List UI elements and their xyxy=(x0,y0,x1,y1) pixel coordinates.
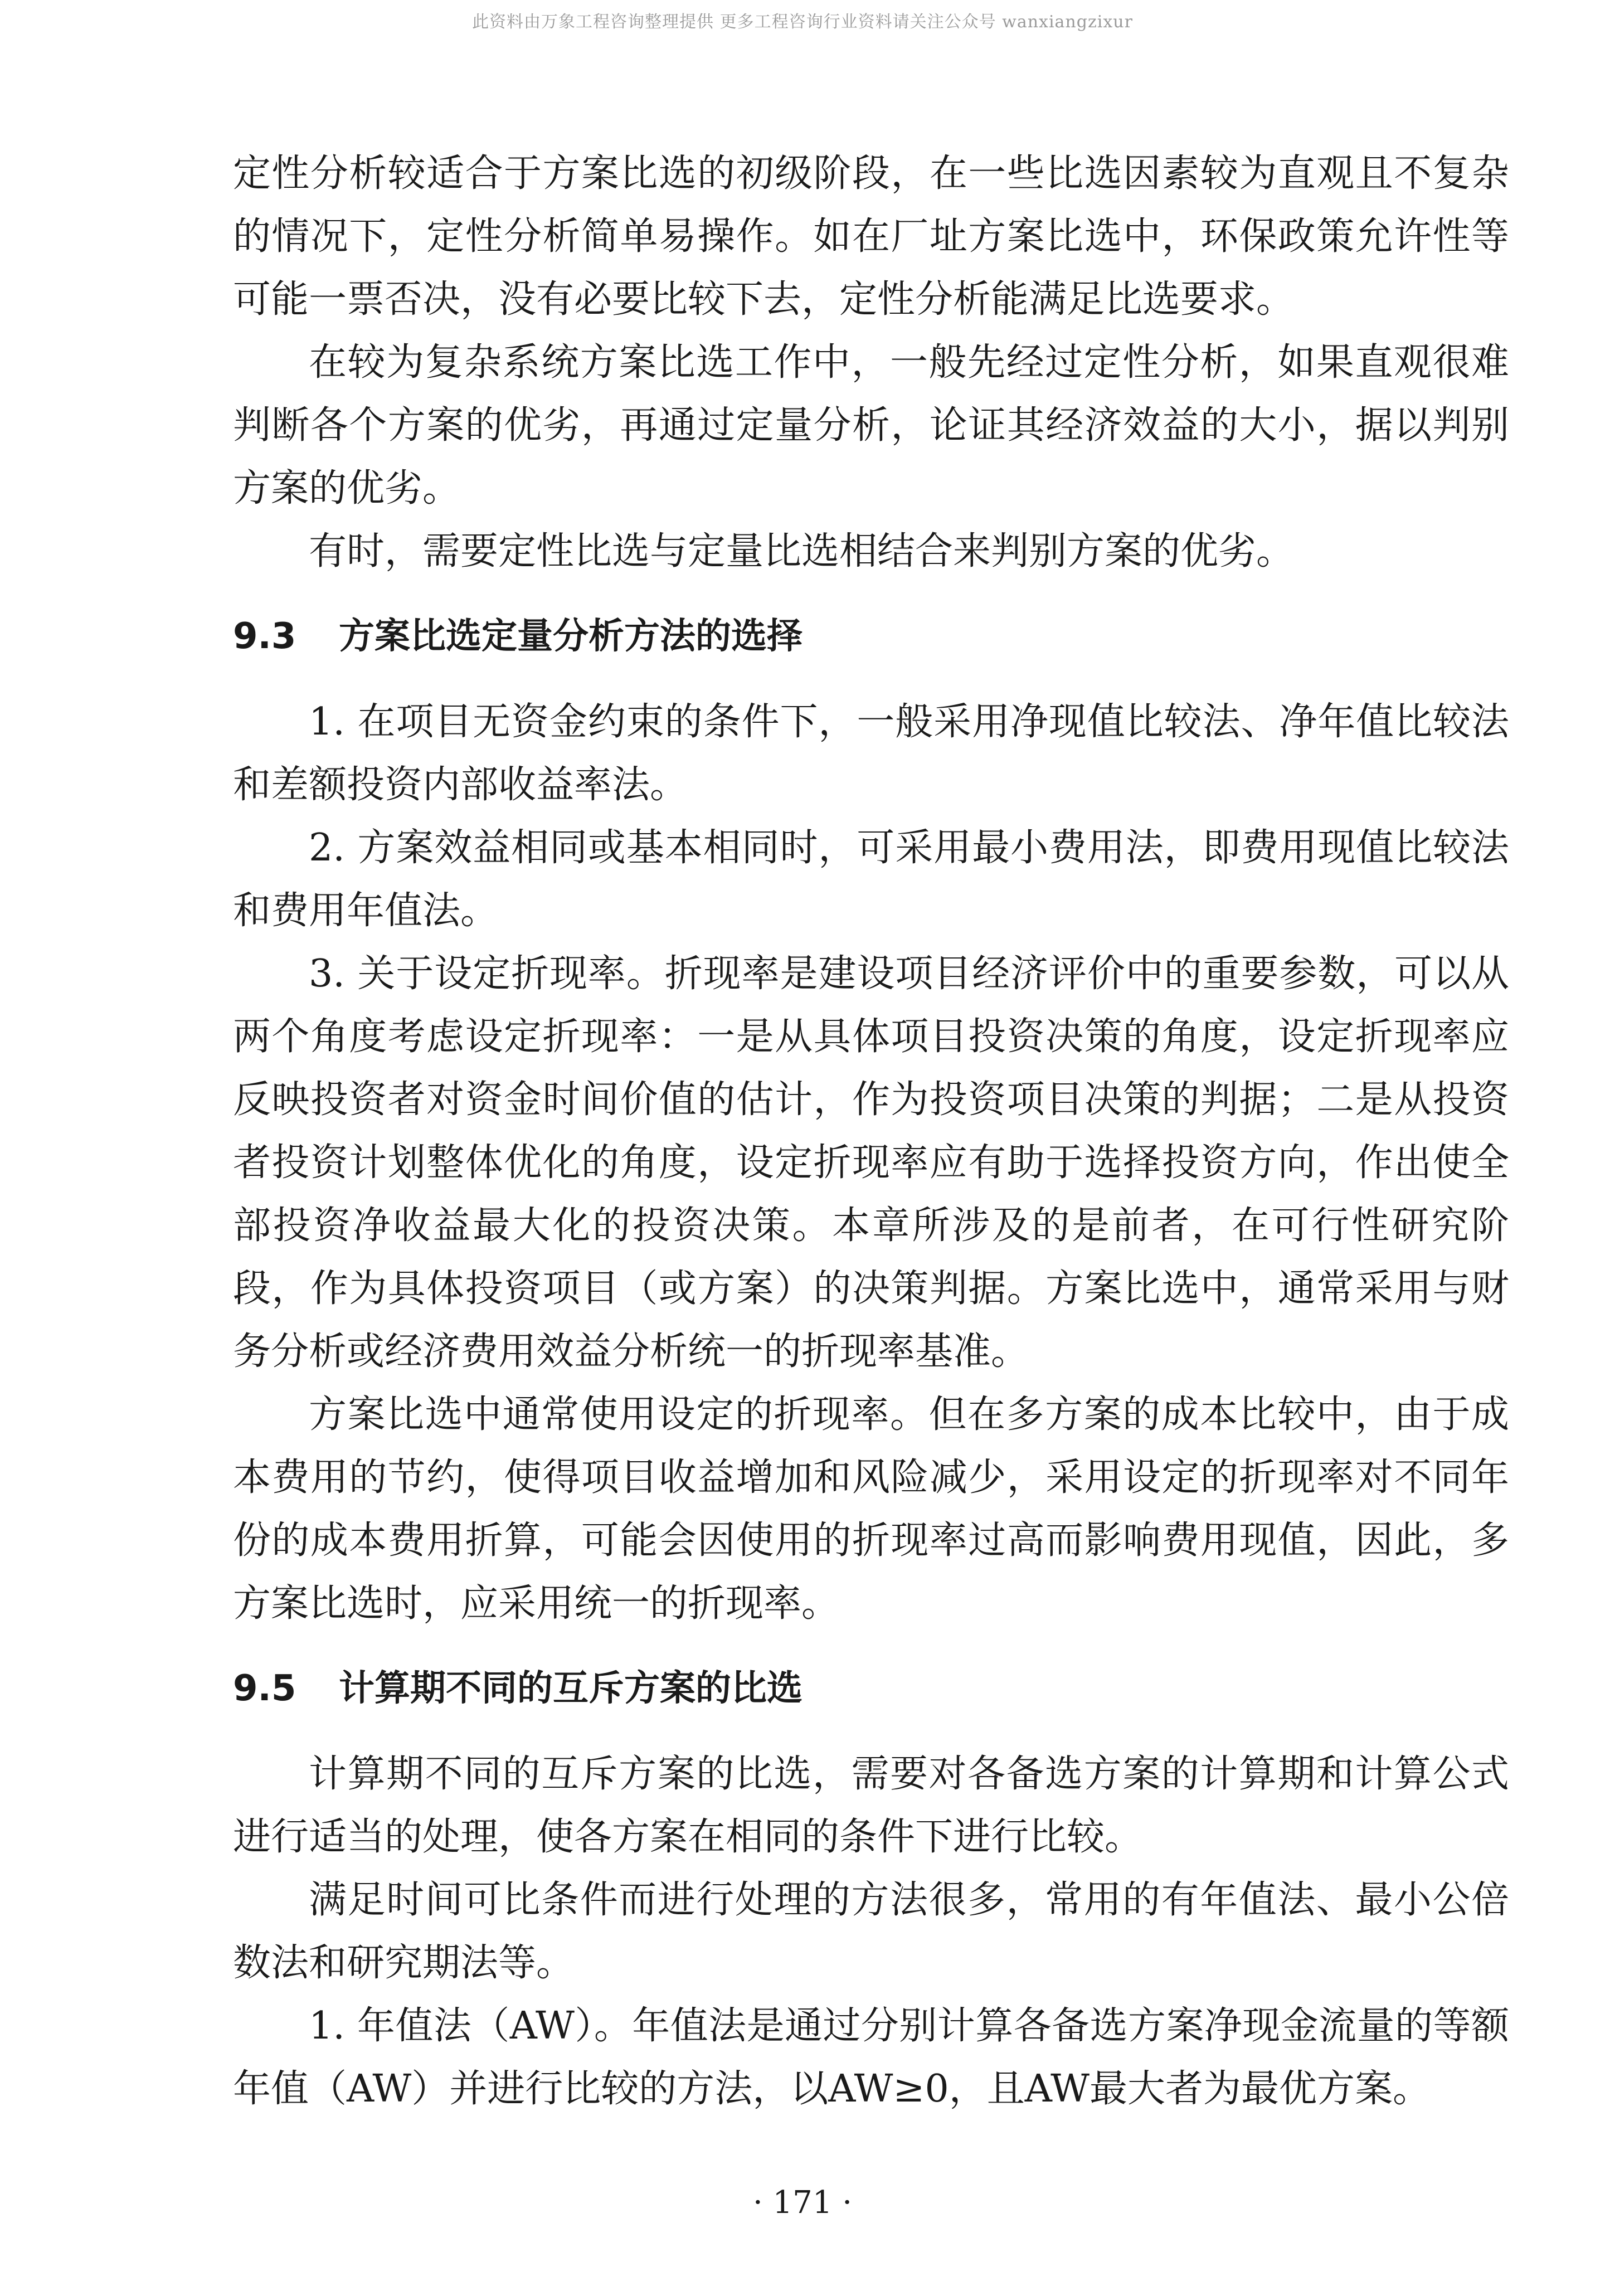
section-number: 9.3 xyxy=(233,616,296,657)
page-body xyxy=(233,142,1509,2120)
page-number: · 171 · xyxy=(752,2185,853,2221)
section-title: 计算期不同的互斥方案的比选 xyxy=(339,1668,802,1709)
section-number: 9.5 xyxy=(233,1668,296,1709)
section-heading-9-3 xyxy=(233,605,1509,668)
paragraph: 有时，需要定性比选与定量比选相结合来判别方案的优劣。 xyxy=(309,529,1295,573)
section-title: 方案比选定量分析方法的选择 xyxy=(339,616,802,657)
paragraph: 满足时间可比条件而进行处理的方法很多，常用的有年值法、最小公倍数法和研究期法等。 xyxy=(233,1878,1509,1985)
paragraph: 方案比选中通常使用设定的折现率。但在多方案的成本比较中，由于成本费用的节约，使得项目收益增加和风险减少，采用设定的折现率对不同年份的成本费用折算，可能会因使用的折现率过高而影响费用现值，因此，多方案比选时，应采用统一的折现率。 xyxy=(233,1393,1509,1626)
paragraph: 1. 年值法（AW）。年值法是通过分别计算各备选方案净现金流量的等额年值（AW）并进行比较的方法，以AW≥0，且AW最大者为最优方案。 xyxy=(233,2004,1509,2111)
watermark-text: 此资料由万象工程咨询整理提供 更多工程咨询行业资料请关注公众号 wanxiangzixur xyxy=(472,12,1133,32)
paragraph: 计算期不同的互斥方案的比选，需要对各备选方案的计算期和计算公式进行适当的处理，使各方案在相同的条件下进行比较。 xyxy=(233,1752,1509,1859)
paragraph: 定性分析较适合于方案比选的初级阶段，在一些比选因素较为直观且不复杂的情况下，定性分析简单易操作。如在厂址方案比选中，环保政策允许性等可能一票否决，没有必要比较下去，定性分析能满足比选要求。 xyxy=(233,152,1509,322)
section-heading-9-5 xyxy=(233,1657,1509,1720)
paragraph: 2. 方案效益相同或基本相同时，可采用最小费用法，即费用现值比较法和费用年值法。 xyxy=(233,826,1509,933)
paragraph: 3. 关于设定折现率。折现率是建设项目经济评价中的重要参数，可以从两个角度考虑设定折现率：一是从具体项目投资决策的角度，设定折现率应反映投资者对资金时间价值的估计，作为投资项目决策的判据；二是从投资者投资计划整体优化的角度，设定折现率应有助于选择投资方向，作出使全部投资净收益最大化的投资决策。本章所涉及的是前者，在可行性研究阶段，作为具体投资项目（或方案）的决策判据。方案比选中，通常采用与财务分析或经济费用效益分析统一的折现率基准。 xyxy=(233,952,1509,1374)
paragraph: 在较为复杂系统方案比选工作中，一般先经过定性分析，如果直观很难判断各个方案的优劣，再通过定量分析，论证其经济效益的大小，据以判别方案的优劣。 xyxy=(233,340,1509,510)
paragraph: 1. 在项目无资金约束的条件下，一般采用净现值比较法、净年值比较法和差额投资内部收益率法。 xyxy=(233,700,1509,807)
